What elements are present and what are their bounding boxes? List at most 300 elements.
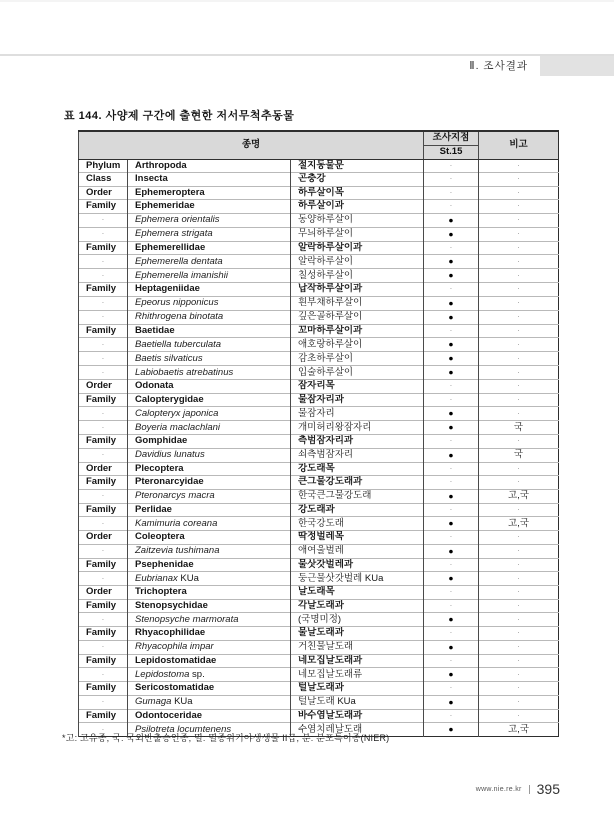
empty-marker: · [517,532,520,542]
rank-cell: Family [79,627,128,641]
rank-cell: Family [79,682,128,696]
empty-marker: · [517,325,520,335]
remarks-cell [479,269,559,283]
site-presence-cell [424,296,479,310]
empty-marker: · [517,339,520,349]
empty-marker: · [449,628,453,638]
empty-marker: · [449,242,453,252]
rank-cell [79,489,128,503]
empty-marker: · [449,284,453,294]
empty-marker: · [101,614,105,624]
scientific-name: Ephemerellidae [135,241,206,253]
rank-cell: Family [79,599,128,613]
scientific-name: Boyeria maclachlani [135,421,221,433]
korean-name-cell: 애호랑하루살이 [291,338,424,352]
korean-name-cell: 큰그물강도래과 [291,476,424,490]
rank-cell [79,269,128,283]
korean-name-cell: 납작하루살이과 [291,283,424,297]
korean-name-cell: 깊은골하루살이 [291,310,424,324]
scientific-name: Ephemeroptera [135,186,205,198]
site-presence-cell [424,241,479,255]
empty-marker: · [449,477,453,487]
site-presence-cell [424,310,479,324]
site-presence-cell [424,213,479,227]
site-presence-cell [424,682,479,696]
empty-marker: · [517,367,520,377]
header-rule [0,54,614,56]
site-presence-cell [424,366,479,380]
taxon-row [79,200,559,214]
empty-marker: · [101,229,105,238]
empty-marker: · [517,436,520,446]
rank-cell: Order [79,186,128,200]
scientific-name-cell [128,640,291,654]
remarks-cell [479,586,559,600]
empty-marker: · [517,353,520,363]
korean-name-cell: 강도래과 [291,503,424,517]
rank-cell: Family [79,283,128,297]
korean-name-cell: 하루살이과 [291,200,424,214]
remarks-cell [479,324,559,338]
empty-marker: · [449,187,453,197]
legend-footnote: *고: 고유종, 국: 국외반출승인종, 멸: 멸종위기야생생물 II급, 분: 분포특이종(NIER) [62,733,390,743]
empty-marker: · [449,201,453,211]
scientific-name: Labiobaetis atrebatinus [135,366,234,378]
korean-name-cell: 절지동물문 [291,159,424,173]
korean-name-cell: 딱정벌레목 [291,531,424,545]
scientific-name-cell [128,352,291,366]
scientific-name: Pteronarcyidae [135,476,204,488]
site-presence-cell [424,380,479,394]
empty-marker: · [517,284,520,294]
scientific-name: Rhyacophila impar [135,641,214,652]
empty-marker: · [449,174,453,184]
empty-marker: · [449,600,453,610]
scientific-name-cell [128,544,291,558]
site-presence-cell [424,462,479,476]
scientific-name-cell: Lepidostoma sp. [128,668,291,682]
remarks-cell [479,352,559,366]
remarks-cell: 국 [479,421,559,435]
scientific-name: Stenopsychidae [135,599,208,611]
empty-marker: · [101,312,105,321]
empty-marker: · [449,559,453,569]
rank-cell: Family [79,476,128,490]
korean-name-cell: 물날도래과 [291,627,424,641]
scientific-name-cell [128,476,291,490]
empty-marker: · [517,187,520,197]
species-row [79,695,559,709]
empty-marker: · [101,339,105,349]
korean-name-cell: 동양하루살이 [291,213,424,227]
species-row [79,668,559,682]
korean-name-cell: 하루살이목 [291,186,424,200]
taxon-row [79,531,559,545]
empty-marker: · [101,642,105,651]
scientific-name-cell [128,489,291,503]
scientific-name-cell [128,159,291,173]
presence-marker: ● [448,696,454,707]
site-presence-cell [424,200,479,214]
empty-marker: · [517,215,520,224]
presence-marker: ● [448,545,454,556]
species-row [79,310,559,324]
site-presence-cell [424,352,479,366]
scientific-name: Ephemeridae [135,200,195,212]
species-table [78,130,559,737]
empty-marker: · [101,518,105,528]
chapter-edge-tab [540,56,614,76]
remarks-cell [479,503,559,517]
taxon-row [79,462,559,476]
scientific-name-cell [128,517,291,531]
scientific-name: Gomphidae [135,435,188,447]
korean-name-cell: 꼬마하루살이과 [291,324,424,338]
presence-marker: ● [448,408,454,418]
rank-cell: Family [79,241,128,255]
site-presence-cell [424,173,479,187]
remarks-cell [479,393,559,407]
empty-marker: · [449,463,453,473]
scientific-name: Stenopsyche marmorata [135,613,239,625]
scientific-name: Baetiella tuberculata [135,338,222,350]
remarks-cell [479,695,559,709]
scientific-name-cell [128,393,291,407]
site-presence-cell [424,393,479,407]
scientific-name: Baetis silvaticus [135,352,203,364]
empty-marker: · [517,628,520,638]
korean-name-cell: 입술하루살이 [291,366,424,380]
scientific-name: Baetidae [135,324,175,336]
page-top-edge [0,0,614,2]
scientific-name: Plecoptera [135,462,184,474]
scientific-name-cell [128,448,291,462]
presence-marker: ● [448,228,454,239]
remarks-cell [479,380,559,394]
korean-name-cell: 측범잠자리과 [291,435,424,449]
remarks-cell [479,640,559,654]
scientific-name-cell [128,421,291,435]
presence-marker: ● [448,270,454,280]
scientific-name-cell [128,627,291,641]
scientific-name-cell [128,241,291,255]
empty-marker: · [101,573,105,583]
empty-marker: · [517,683,520,693]
site-presence-cell [424,476,479,490]
empty-marker: · [449,394,453,404]
site-presence-cell [424,709,479,723]
rank-cell: Family [79,558,128,572]
empty-marker: · [101,256,105,266]
scientific-name: Rhithrogena binotata [135,311,224,322]
empty-marker: · [517,614,520,624]
site-presence-cell [424,544,479,558]
presence-marker: ● [448,490,454,501]
taxon-row [79,627,559,641]
remarks-cell [479,654,559,668]
remarks-cell [479,310,559,324]
species-row [79,338,559,352]
korean-name-cell: 수염치레날도래 [291,723,424,737]
presence-marker: ● [448,449,454,460]
taxon-row [79,159,559,173]
scientific-name: Ephemerella imanishii [135,269,228,281]
rank-cell: Family [79,654,128,668]
rank-cell: Class [79,173,128,187]
empty-marker: · [517,160,520,170]
scientific-name: Ephemerella dentata [135,255,223,267]
empty-marker: · [517,697,520,706]
site-presence-cell [424,338,479,352]
rank-cell: Order [79,531,128,545]
korean-name-cell: 감초하루살이 [291,352,424,366]
rank-cell [79,338,128,352]
footer-url: www.nie.re.kr [475,785,522,793]
species-row [79,572,559,586]
empty-marker: · [101,422,105,432]
empty-marker: · [449,655,453,665]
scientific-name-cell [128,435,291,449]
empty-marker: · [517,242,520,252]
empty-marker: · [101,546,105,555]
species-row [79,296,559,310]
remarks-cell [479,255,559,269]
site-presence-cell [424,572,479,586]
site-presence-cell [424,255,479,269]
site-presence-cell [424,668,479,682]
presence-marker: ● [448,311,454,322]
site-presence-cell [424,627,479,641]
scientific-name-cell [128,324,291,338]
site-presence-cell [424,586,479,600]
rank-cell: Family [79,709,128,723]
remarks-cell [479,462,559,476]
korean-name-cell: 한국강도래 [291,517,424,531]
site-presence-cell [424,654,479,668]
rank-cell: Family [79,200,128,214]
rank-cell [79,366,128,380]
site-presence-cell [424,324,479,338]
species-row [79,227,559,241]
korean-name-cell: (국명미정) [291,613,424,627]
empty-marker: · [101,298,105,307]
rank-cell [79,352,128,366]
empty-marker: · [517,381,520,391]
scientific-name: Ephemera strigata [135,228,213,239]
presence-marker: ● [448,214,454,225]
remarks-cell [479,599,559,613]
scientific-name-cell [128,255,291,269]
empty-marker: · [101,353,105,363]
table-header [79,131,559,159]
korean-name-cell: 쇠측범잠자리 [291,448,424,462]
taxon-row [79,709,559,723]
scientific-name: Epeorus nipponicus [135,297,219,308]
rank-cell [79,695,128,709]
scientific-name-cell [128,338,291,352]
scientific-name: Ephemera orientalis [135,214,220,225]
scientific-name: Rhyacophilidae [135,627,206,639]
korean-name-cell: 물잠자리과 [291,393,424,407]
empty-marker: · [517,463,520,473]
presence-marker: ● [448,573,454,583]
scientific-name: Davidius lunatus [135,449,205,460]
rank-cell: Phylum [79,159,128,173]
scientific-name-cell [128,407,291,421]
taxon-row [79,173,559,187]
remarks-cell [479,709,559,723]
presence-marker: ● [448,518,454,528]
empty-marker: · [517,655,520,665]
taxon-row [79,283,559,297]
empty-marker: · [517,573,520,583]
species-row [79,213,559,227]
taxon-row [79,654,559,668]
species-row [79,421,559,435]
rank-cell [79,407,128,421]
rank-cell: Order [79,462,128,476]
empty-marker: · [449,436,453,446]
rank-cell [79,613,128,627]
taxon-row [79,241,559,255]
species-row [79,544,559,558]
scientific-name: Coleoptera [135,531,185,543]
empty-marker: · [517,504,520,514]
scientific-name: Psilotreta locumtenens [135,723,232,735]
table-title: 표 144. 사양제 구간에 출현한 저서무척추동물 [64,110,295,122]
rank-cell: Family [79,324,128,338]
scientific-name: Calopterygidae [135,393,204,405]
remarks-cell: 국 [479,448,559,462]
korean-name-cell: 각날도래과 [291,599,424,613]
empty-marker: · [449,504,453,514]
scientific-name-cell [128,709,291,723]
scientific-name-cell: Gumaga KUa [128,695,291,709]
scientific-name-cell [128,654,291,668]
scientific-name-cell [128,380,291,394]
species-row [79,407,559,421]
rank-cell [79,296,128,310]
scientific-name-cell [128,173,291,187]
empty-marker: · [517,270,520,280]
empty-marker: · [517,394,520,404]
site-presence-cell [424,159,479,173]
remarks-cell [479,186,559,200]
empty-marker: · [517,312,520,321]
site-presence-cell [424,599,479,613]
scientific-name: Trichoptera [135,586,187,598]
rank-cell [79,213,128,227]
empty-marker: · [101,697,105,706]
empty-marker: · [517,477,520,487]
footer-divider [529,785,530,794]
rank-cell [79,227,128,241]
taxon-row [79,476,559,490]
presence-marker: ● [448,353,454,363]
scientific-name: Kamimuria coreana [135,517,218,529]
empty-marker: · [517,587,520,597]
empty-marker: · [517,201,520,211]
species-row [79,448,559,462]
empty-marker: · [517,256,520,266]
species-row [79,517,559,531]
site-presence-cell [424,503,479,517]
rank-cell [79,517,128,531]
scientific-name: Lepidostomatidae [135,654,217,666]
empty-marker: · [101,270,105,280]
taxon-row [79,393,559,407]
remarks-cell [479,241,559,255]
taxon-row [79,586,559,600]
remarks-cell [479,338,559,352]
remarks-cell [479,627,559,641]
header-survey-site-group: 조사지점 [424,131,479,145]
site-presence-cell [424,435,479,449]
page-number: 395 [536,781,560,797]
rank-cell: Family [79,435,128,449]
rank-cell: Order [79,586,128,600]
scientific-name-cell [128,503,291,517]
empty-marker: · [101,491,105,500]
empty-marker: · [517,174,520,184]
empty-marker: · [101,408,105,418]
presence-marker: ● [448,339,454,349]
remarks-cell [479,159,559,173]
empty-marker: · [517,229,520,238]
rank-cell [79,544,128,558]
taxon-row [79,599,559,613]
species-row [79,489,559,503]
site-presence-cell [424,448,479,462]
scientific-name-cell [128,531,291,545]
empty-marker: · [517,546,520,555]
scientific-name: Odontoceridae [135,709,203,721]
scientific-name-cell [128,682,291,696]
site-presence-cell [424,695,479,709]
species-row [79,640,559,654]
section-title: Ⅱ. 조사결과 [469,60,528,72]
scientific-name: Pteronarcys macra [135,490,215,501]
species-row [79,613,559,627]
species-row [79,366,559,380]
korean-name-cell: 거친물날도래 [291,640,424,654]
remarks-cell [479,366,559,380]
empty-marker: · [101,367,105,377]
remarks-cell [479,531,559,545]
korean-name-cell: 날도래목 [291,586,424,600]
empty-marker: · [449,325,453,335]
korean-name-cell: 털날도래 KUa [291,695,424,709]
empty-marker: · [517,559,520,569]
remarks-cell [479,613,559,627]
taxon-row [79,435,559,449]
species-row [79,352,559,366]
scientific-name: Lepidostoma [135,668,190,680]
korean-name-cell: 무늬하루살이 [291,227,424,241]
rank-cell [79,668,128,682]
scientific-name-cell [128,366,291,380]
header-site-st15: St.15 [424,145,479,159]
empty-marker: · [449,160,453,170]
site-presence-cell [424,421,479,435]
rank-cell [79,255,128,269]
scientific-name-cell: Eubrianax KUa [128,572,291,586]
species-row [79,255,559,269]
presence-marker: ● [448,614,454,624]
empty-marker: · [449,532,453,542]
korean-name-cell: 칠성하루살이 [291,269,424,283]
remarks-cell [479,173,559,187]
